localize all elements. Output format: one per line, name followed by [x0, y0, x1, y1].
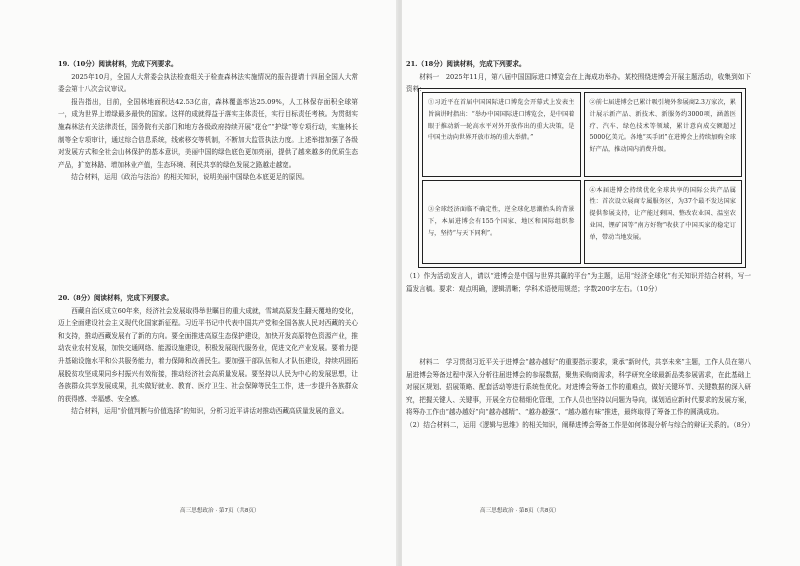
question-20-prompt: 结合材料，运用“价值判断与价值选择”的知识，分析习近平讲话对推动西藏高质量发展的意义。 — [71, 407, 349, 416]
question-21-heading: 21.（18分）阅读材料，完成下列要求。 — [406, 60, 526, 68]
material-box-2: ②前七届进博会已累计吸引境外参展商2.3万家次，累计展示新产品、新技术、新服务约3000项，涵盖医疗、汽车、绿色技术等领域，累计意向成交额超过5000亿美元。各地“买手团”在进博会上持续加购全球好产品，推动国内消费升级。 — [584, 92, 743, 177]
question-21-task-1-text: （1）作为活动发言人，请以“进博会是中国与世界共赢的平台”为主题，运用“经济全球化”有关知识并结合材料，写一篇发言稿。要求：观点明确，逻辑清晰；学科术语使用规范；字数200字左右。（10分） — [406, 272, 751, 293]
material-box-4: ④本届进博会持续优化全球共享的国际公共产品属性：首次设立展商专属服务区，为37个最不发达国家提供参展支持，让产能过剩国、整改农业国、温室农业国、锂矿国等“南方好物”收获了中国买家的稳定订单，带动当地发展。 — [584, 180, 743, 265]
question-20-heading: 20.（8分）阅读材料，完成下列要求。 — [58, 294, 173, 302]
right-page — [402, 0, 800, 566]
question-20 — [58, 292, 358, 418]
question-20-para-1: 西藏自治区成立60年来，经济社会发展取得举世瞩目的重大成就，雪域高原发生翻天覆地的变化，迈上全面建设社会主义现代化国家新征程。习近平书记中代表中国共产党和全国各族人民对西藏的关心和支持，推动西藏发展有了新的方向。要全面推进高原生态保护建设，加快开发高原特色资源产业，推动农业农村发展，加快交通网络、能源设施建设，积极发展现代服务业，促进文化产业发展。要着力提升基础设施水平和公共服务能力，着力保障和改善民生。要加强干部队伍和人才队伍建设，持续巩固拓展脱贫攻坚成果同乡村振兴有效衔接，推动经济社会高质量发展。要坚持以人民为中心的发展思想，让各族群众共享发展成果，扎实做好就业、教育、医疗卫生、社会保障等民生工作，进一步提升各族群众的获得感、幸福感、安全感。 — [58, 306, 358, 403]
material-box-3-text: ③全球经济面临不确定性，逆全球化思潮抬头的背景下，本届进博会有155个国家、地区和国际组织参与，坚持“与天下同利”。 — [428, 206, 575, 237]
question-19 — [58, 58, 358, 184]
question-19-prompt: 结合材料，运用《政治与法治》的相关知识，说明美丽中国绿色本底更足的原因。 — [71, 173, 309, 182]
page-footer-left: 高三思想政治 · 第7页（共8页） — [180, 508, 260, 514]
question-21-task-1 — [406, 270, 751, 295]
left-page — [0, 0, 398, 566]
material-box-1: ①习近平在首届中国国际进口博览会开幕式上发表主旨演讲时指出：“举办中国国际进口博览会，是中国着眼于推动新一轮高水平对外开放作出的重大决策，是中国主动向世界开放市场的重大举措。” — [422, 92, 581, 177]
material-box-3 — [422, 180, 581, 265]
question-19-para-1: 2025年10月，全国人大常委会执法检查组关于检查森林法实施情况的报告提请十四届全国人大常委会第十八次会议审议。 — [58, 72, 358, 94]
question-19-heading: 19.（10分）阅读材料，完成下列要求。 — [58, 60, 178, 68]
question-21-task-2-text: （2）结合材料二，运用《逻辑与思维》的相关知识，阐释进博会筹备工作是如何体现分析与综合的辩证关系的。（8分） — [406, 420, 754, 429]
question-21-material-1: 材料一 2025年11月，第八届中国国际进口博览会在上海成功举办。某校围绕进博会开展主题活动，收集到如下资料： — [406, 72, 751, 94]
question-21-material-2 — [406, 356, 754, 432]
question-19-para-2: 报告指出，目前，全国林地面积达42.53亿亩，森林覆盖率达25.09%，人工林保存面积全球第一，成为世界上增绿最多最快的国家。这样的成就得益于落实主体责任，实行目标责任考核。为贯彻实施森林法有关法律责任，国务院有关部门和地方各级政府持续开展“花仓”“护绿”等专项行动，实施林长制等全专项审计，通过综合信息系统，线索移交等机制，不断加大监管执法力度。上述举措加强了各级对发展方式和全社会山林保护的基本意识，美丽中国的绿色底色更加亮丽，提供了越来越多的优质生态产品，扩宽林路、增加林业产值，生态环境、利民共享的绿色发展之路越走越宽。 — [58, 97, 358, 169]
material-boxes — [418, 88, 746, 268]
page-footer-right: 高三思想政治 · 第8页（共8页） — [480, 508, 560, 514]
question-21-material-2-text: 材料二 学习贯彻习近平关于进博会“越办越好”的重要指示要求，秉承“新时代，共享未来”主题，工作人员在第八届进博会筹备过程中深入分析往届进博会的参展数据，聚焦采购商需求，科学研究全球最新品类参展需求，在此基础上对展区规划、招展策略、配套活动等进行系统性优化。对进博会筹备工作的重难点，做好关键环节、关键数据的深入研究，把握关键人、关键事，开展全方位精细化管理，工作人员也坚持以问题为导向，谋划适应新时代要求的发展方案，将筹办工作由“越办越好”向“越办越精”、“越办越强”、“越办越有味”推进，最终取得了筹备工作的圆满成功。 — [406, 358, 751, 417]
